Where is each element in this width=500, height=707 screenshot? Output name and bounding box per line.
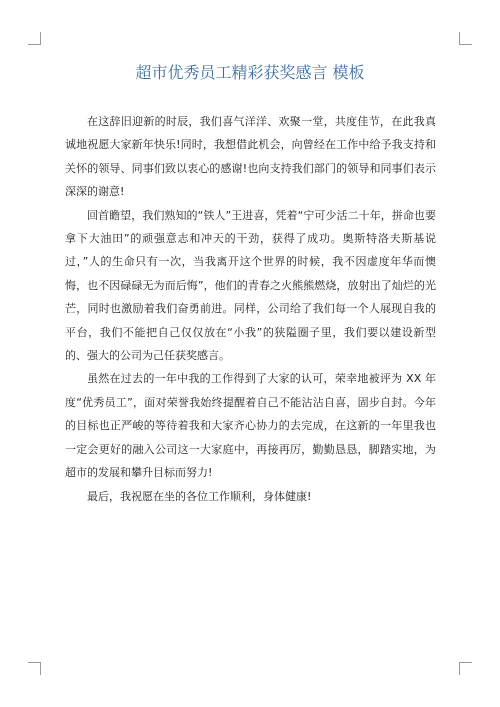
paragraph-3: 虽然在过去的一年中我的工作得到了大家的认可，荣幸地被评为 XX 年度“优秀员工”，面对荣誉我始终提醒着自己不能沾沾自喜，固步自封。今年的目标也正严峻的等待着我和大家齐心协力的去完成，在这新的一年里我也一定会更好的融入公司这一大家庭中，再接再厉，勤勤恳恳，脚踏实地，为超市的发展和攀升目标而努力! [65, 372, 436, 480]
corner-mark-top-right [459, 32, 472, 45]
document-body [65, 110, 436, 508]
paragraph-4: 最后，我祝愿在坐的各位工作顺利，身体健康! [87, 489, 312, 503]
paragraph-1: 在这辞旧迎新的时辰，我们喜气洋洋、欢聚一堂，共度佳节，在此我真诚地祝愿大家新年快乐!同时，我想借此机会，向曾经在工作中给予我支持和关怀的领导、同事们致以衷心的感谢!也向支持我们部门的领导和同事们表示深深的谢意! [65, 115, 436, 199]
corner-mark-top-left [28, 32, 41, 45]
corner-mark-bottom-left [28, 662, 41, 675]
paragraph-2: 回首瞻望，我们熟知的“铁人”王进喜，凭着“宁可少活二十年，拼命也要拿下大油田”的顽强意志和冲天的干劲，获得了成功。奥斯特洛夫斯基说过，”人的生命只有一次，当我离开这个世界的时候，我不因虚度年华而懊悔，也不因碌碌无为而后悔”，他们的青春之火熊熊燃烧，放射出了灿烂的光芒，同时也激励着我们奋勇前进。同样，公司给了我们每一个人展现自我的平台，我们不能把自己仅仅放在“小我”的狭隘圈子里，我们要以建设新型的、强大的公司为己任获奖感言。 [65, 208, 436, 363]
document-title: 超市优秀员工精彩获奖感言 模板 [135, 63, 365, 82]
corner-mark-bottom-right [459, 662, 472, 675]
